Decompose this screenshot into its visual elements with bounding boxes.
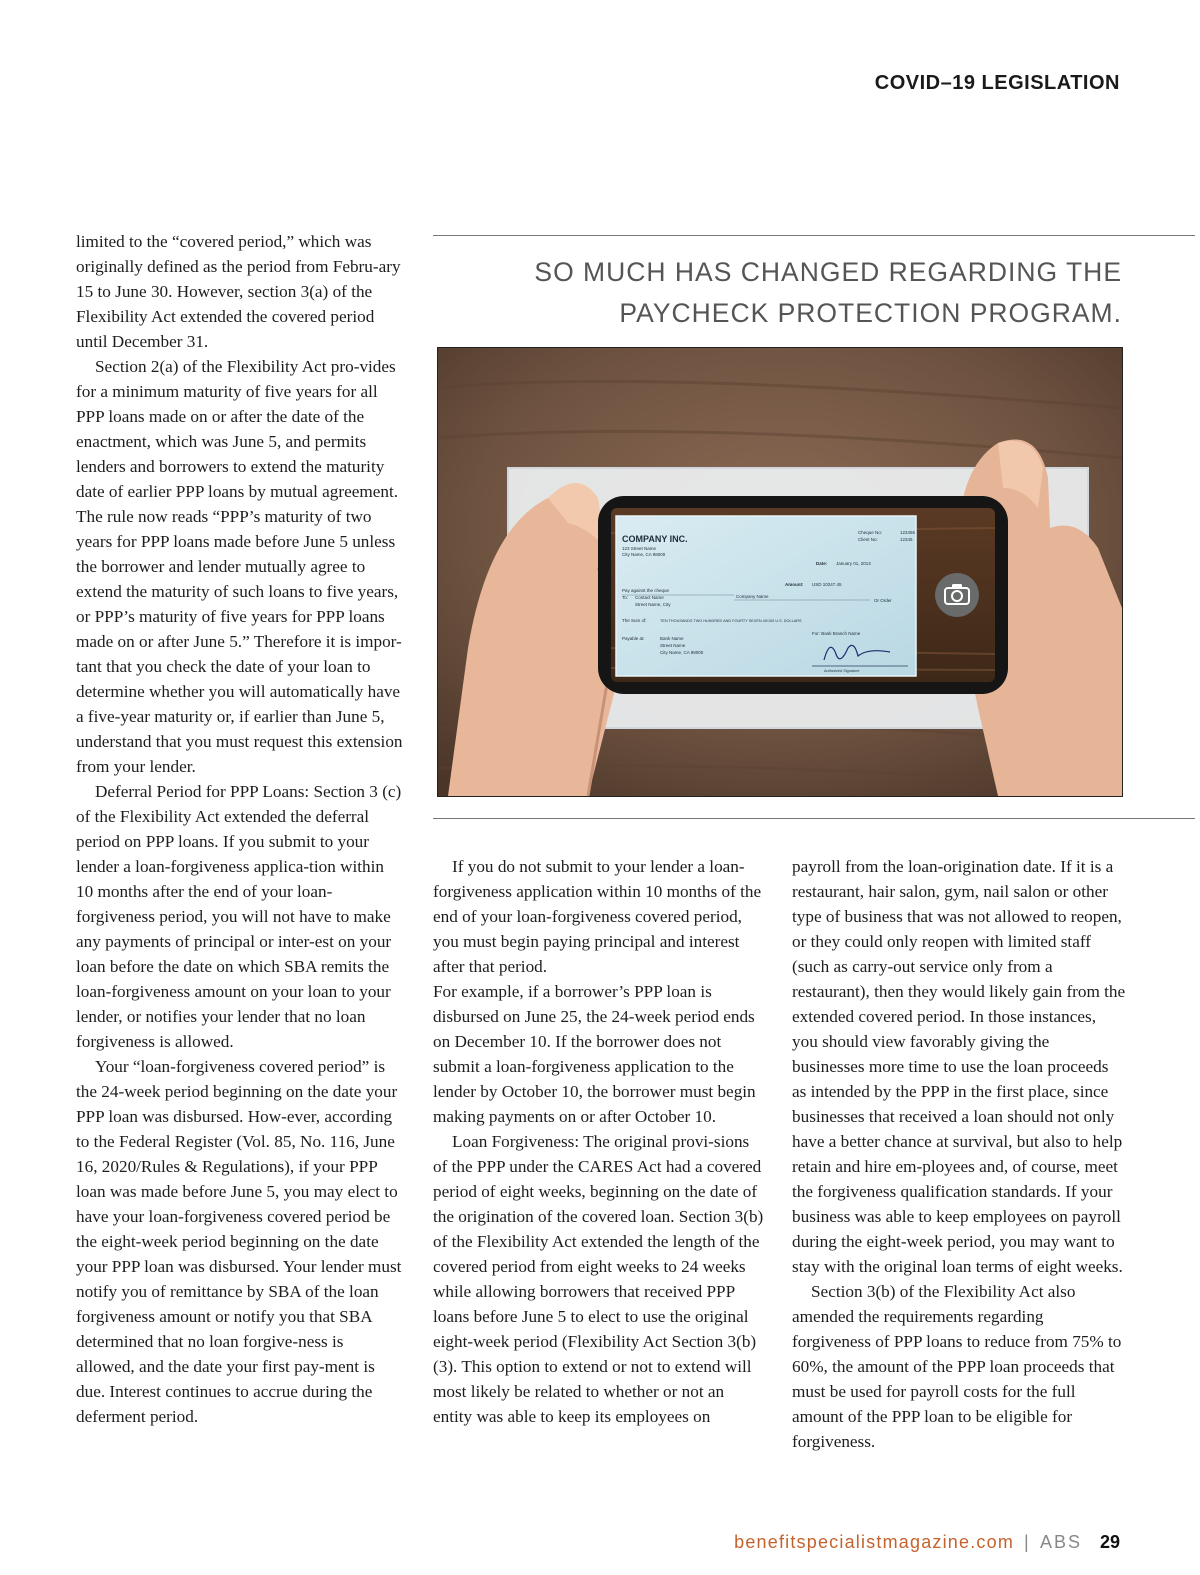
pull-quote-line-1: SO MUCH HAS CHANGED REGARDING THE [534,257,1122,287]
right-paragraph-1: payroll from the loan-origination date. If it is a restaurant, hair salon, gym, nail salon or other type of business that was not allowed to reopen, or they could only reopen with limited staff (such as carry-out service only from a restaurant), then they would likely gain from the extended covered period. In those instances, you should view favorably giving the businesses more time to use the loan proceeds as intended by the PPP in the first place, since businesses that received a loan should not only have a better chance at survival, but also to help retain and hire em-ployees and, of course, meet the forgiveness qualification standards. If your business was able to keep employees on payroll during the eight-week period, you may want to stay with the original loan terms of eight weeks. [792,857,1126,1276]
middle-paragraph-2: For example, if a borrower’s PPP loan is disbursed on June 25, the 24-week period ends on December 10. If the borrower does not submit a loan-forgiveness application to the lender by October 10, the borrower must begin making payments on or after October 10. [433,982,756,1126]
check-cheque-label: Cheque No: [858,530,883,535]
column-left [76,229,403,1429]
check-photo [437,347,1123,797]
top-divider [433,235,1195,236]
check-address-1: 123 Street Name [622,546,657,551]
left-paragraph-2: Section 2(a) of the Flexibility Act pro-vides for a minimum maturity of five years for all PPP loans made on or after the date of the enactment, which was June 5, and permits lenders and borrowers to extend the maturity date of earlier PPP loans by mutual agreement. The rule now reads “PPP’s maturity of two years for PPP loans made before June 5 unless the borrower and lender mutually agree to extend the maturity of such loans to five years, or PPP’s maturity of five years for PPP loans made on or after June 5.” Therefore it is impor-tant that you check the date of your loan to determine whether you will automatically have a five-year maturity or, if earlier than June 5, understand that you must request this extension from your lender. [76,357,403,776]
pull-quote [462,252,1122,334]
middle-paragraph-3: Loan Forgiveness: The original provi-sions of the PPP under the CARES Act had a covered period of eight weeks, beginning on the date of the origination of the covered loan. Section 3(b) of the Flexibility Act extended the length of the covered period from eight weeks to 24 weeks while allowing borrowers that received PPP loans before June 5 to elect to use the original eight-week period (Flexibility Act Section 3(b) (3). This option to extend or not to extend will most likely be related to whether or not an entity was able to keep its employees on [433,1132,764,1426]
right-paragraph-2: Section 3(b) of the Flexibility Act also amended the requirements regarding forgiveness of PPP loans to reduce from 75% to 60%, the amount of the PPP loan proceeds that must be used for payroll costs for the full amount of the PPP loan to be eligible for forgiveness. [792,1282,1122,1451]
left-paragraph-1: limited to the “covered period,” which was originally defined as the period from Febru-ary 15 to June 30. However, section 3(a) of the Flexibility Act extended the covered period until December 31. [76,232,401,351]
photo-bottom-divider [433,818,1195,819]
check-to-name: Contact Name [635,595,664,600]
check-company: COMPANY INC. [622,534,688,544]
check-amount: USD 10247.45 [812,582,842,587]
left-paragraph-3: Deferral Period for PPP Loans: Section 3 (c) of the Flexibility Act extended the deferral period on PPP loans. If you submit to your lender a loan-forgiveness applica-tion within 10 months after the end of your loan-forgiveness period, you will not have to make any payments of principal or inter-est on your loan before the date on which SBA remits the loan-forgiveness amount on your loan to your lender, or notifies your lender that no loan forgiveness is allowed. [76,782,402,1051]
check-sum-label: The Sum of: [622,618,647,623]
left-paragraph-4: Your “loan-forgiveness covered period” is the 24-week period beginning on the date your PPP loan was disbursed. How-ever, according to the Federal Register (Vol. 85, No. 116, June 16, 2020/Rules & Regulations), if your PPP loan was made before June 5, you may elect to have your loan-forgiveness covered period be the eight-week period beginning on the date your PPP loan was disbursed. Your lender must notify you of remittance by SBA of the loan forgiveness amount or notify you that SBA determined that no loan forgive-ness is allowed, and the date your first pay-ment is due. Interest continues to accrue during the deferment period. [76,1057,402,1426]
footer-publication: ABS [1039,1532,1082,1552]
column-middle [433,854,767,1429]
column-right [792,854,1126,1454]
check-bank-city: City Name, CA 98000 [660,650,704,655]
check-date: January 01, 2013 [836,561,871,566]
footer-separator: | [1024,1532,1030,1552]
check-sum-words: TEN THOUSANDS TWO HUNDRED AND FOURTY SEVEN 40/100 U.S. DOLLARS [660,619,802,623]
check-client-label: Client No: [858,537,878,542]
page-number: 29 [1099,1532,1120,1552]
check-to-label: To: [622,595,629,600]
check-bank-street: Street Name [660,643,686,648]
check-to-street: Street Name, City [635,602,671,607]
check-date-label: Date: [816,561,828,566]
check-cheque-no: 123456 [900,530,916,535]
footer-website: benefitspecialistmagazine.com [734,1532,1015,1552]
check-for-label: For: Bank Branch Name [812,631,861,636]
pull-quote-line-2: PAYCHECK PROTECTION PROGRAM. [619,298,1122,328]
check-bank-name: Bank Name [660,636,684,641]
camera-icon[interactable] [935,573,979,617]
check-photo-illustration [438,348,1122,796]
section-label: COVID–19 LEGISLATION [874,72,1120,94]
check-amount-label: Amount: [785,582,804,587]
page-footer [734,1532,1120,1553]
check-or-order: Or Order [874,598,892,603]
check-client-no: 12345 [900,537,913,542]
check-signature-label: Authorized Signature [824,669,860,673]
check-payable-label: Payable at: [622,636,645,641]
check-company-name: Company Name [736,594,769,599]
check-address-2: City Name, CA 98000 [622,552,666,557]
check-pay-label: Pay against the cheque [622,588,670,593]
middle-paragraph-1: If you do not submit to your lender a loan-forgiveness application within 10 months of the end of your loan-forgiveness covered period, you must begin paying principal and interest after that period. [433,857,762,976]
